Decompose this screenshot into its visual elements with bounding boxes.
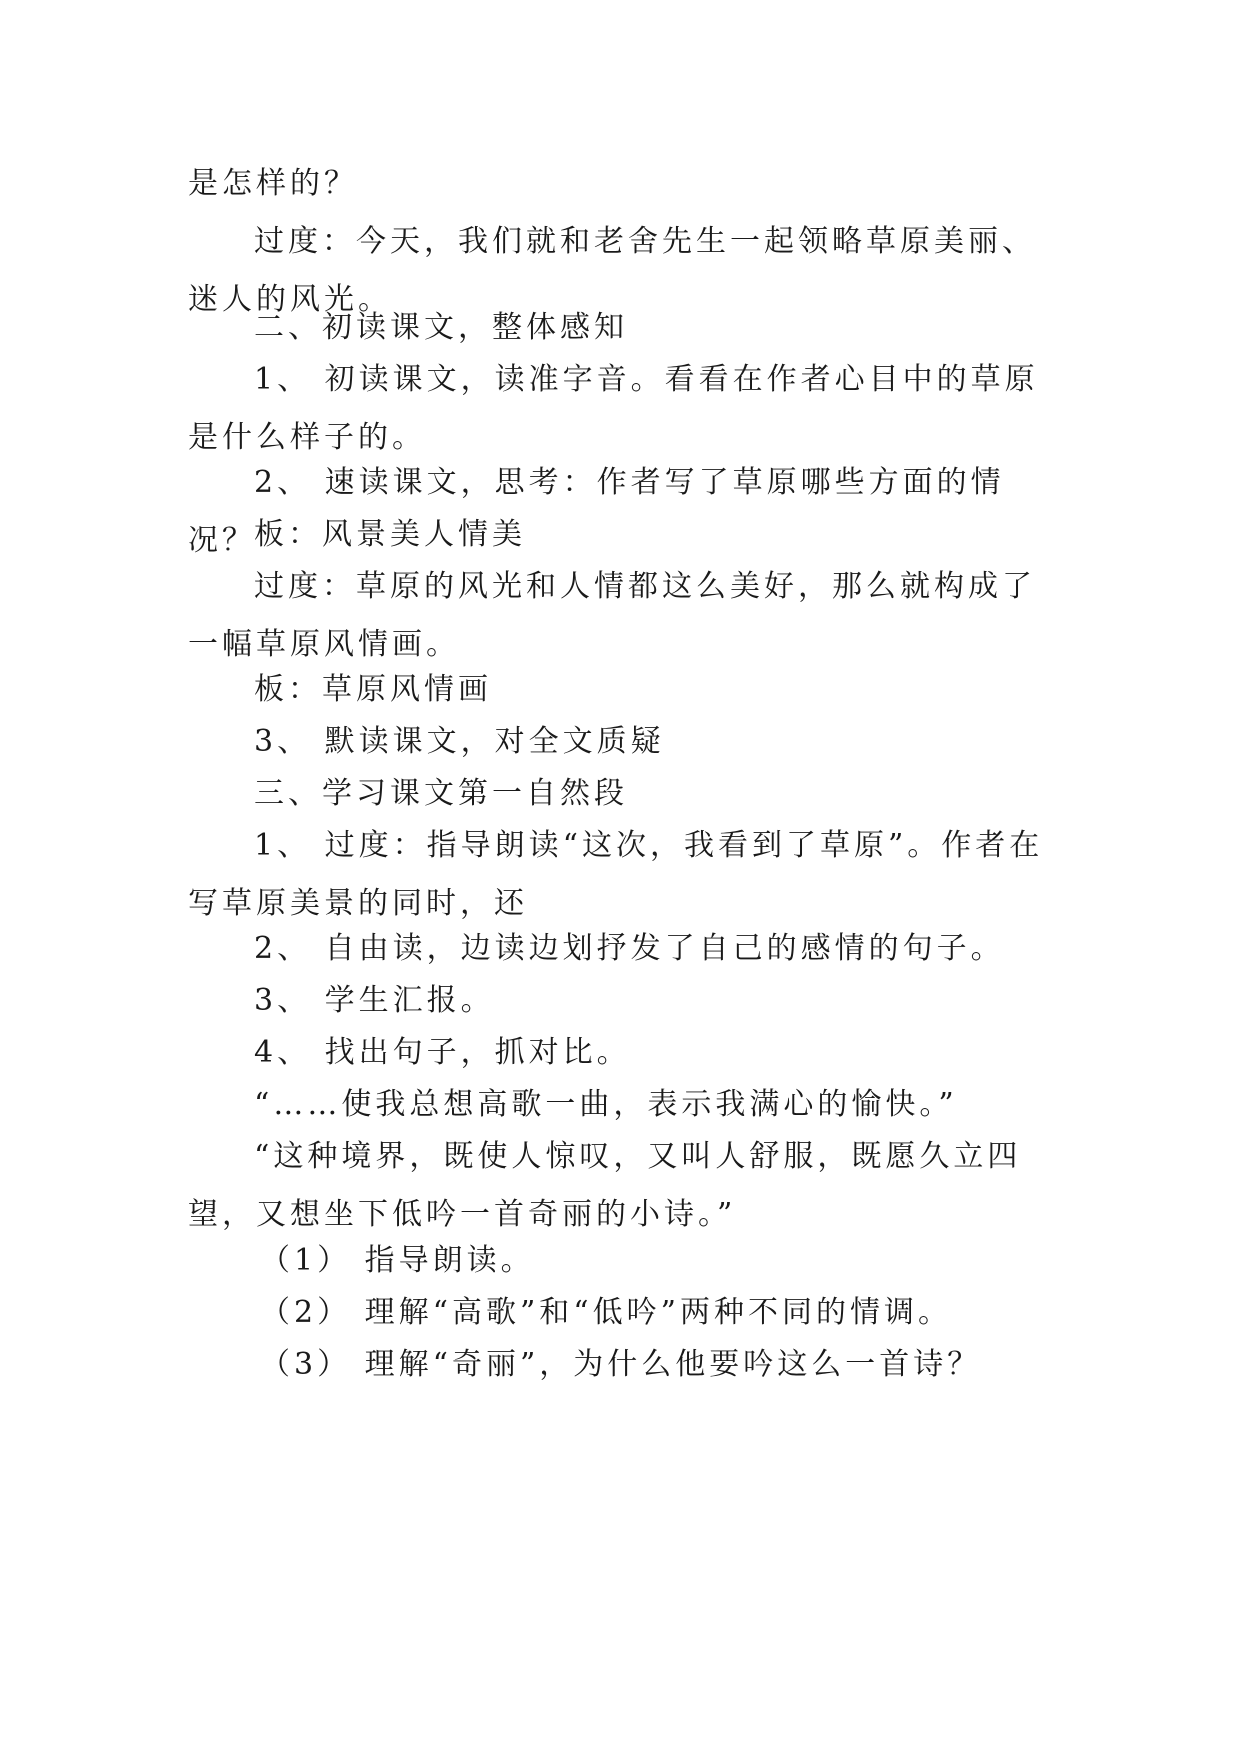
paragraph-step-1: 1、 初读课文，读准字音。看看在作者心目中的草原是什么样子的。: [188, 362, 1039, 455]
paragraph-step-3: 3、 默读课文，对全文质疑: [254, 724, 665, 759]
quote-2: “这种境界，既使人惊叹，又叫人舒服，既愿久立四望，又想坐下低吟一首奇丽的小诗。”: [188, 1139, 1022, 1232]
paragraph-step-4b: 4、 找出句子，抓对比。: [254, 1035, 631, 1070]
section-heading-3: 三、学习课文第一自然段: [254, 776, 628, 811]
paragraph-transition-2: 过度：草原的风光和人情都这么美好，那么就构成了一幅草原风情画。: [188, 569, 1036, 662]
paragraph-continuation: 是怎样的？: [188, 166, 358, 201]
paragraph-step-2: 2、 速读课文，思考：作者写了草原哪些方面的情况？: [188, 465, 1005, 558]
sub-item-2: （2） 理解“高歌”和“低吟”两种不同的情调。: [260, 1295, 952, 1330]
quote-1: “……使我总想高歌一曲，表示我满心的愉快。”: [254, 1087, 958, 1122]
paragraph-board-1: 板：风景美人情美: [254, 517, 526, 552]
sub-item-1: （1） 指导朗读。: [260, 1243, 535, 1278]
paragraph-transition-1: 过度：今天，我们就和老舍先生一起领略草原美丽、迷人的风光。: [188, 224, 1036, 317]
paragraph-step-1b: 1、 过度：指导朗读“这次，我看到了草原”。作者在写草原美景的同时，还: [188, 828, 1044, 921]
paragraph-step-2b: 2、 自由读，边读边划抒发了自己的感情的句子。: [254, 931, 1005, 966]
paragraph-step-3b: 3、 学生汇报。: [254, 983, 495, 1018]
sub-item-3: （3） 理解“奇丽”，为什么他要吟这么一首诗？: [260, 1347, 982, 1382]
paragraph-board-2: 板：草原风情画: [254, 672, 492, 707]
section-heading-2: 二、初读课文，整体感知: [254, 310, 628, 345]
